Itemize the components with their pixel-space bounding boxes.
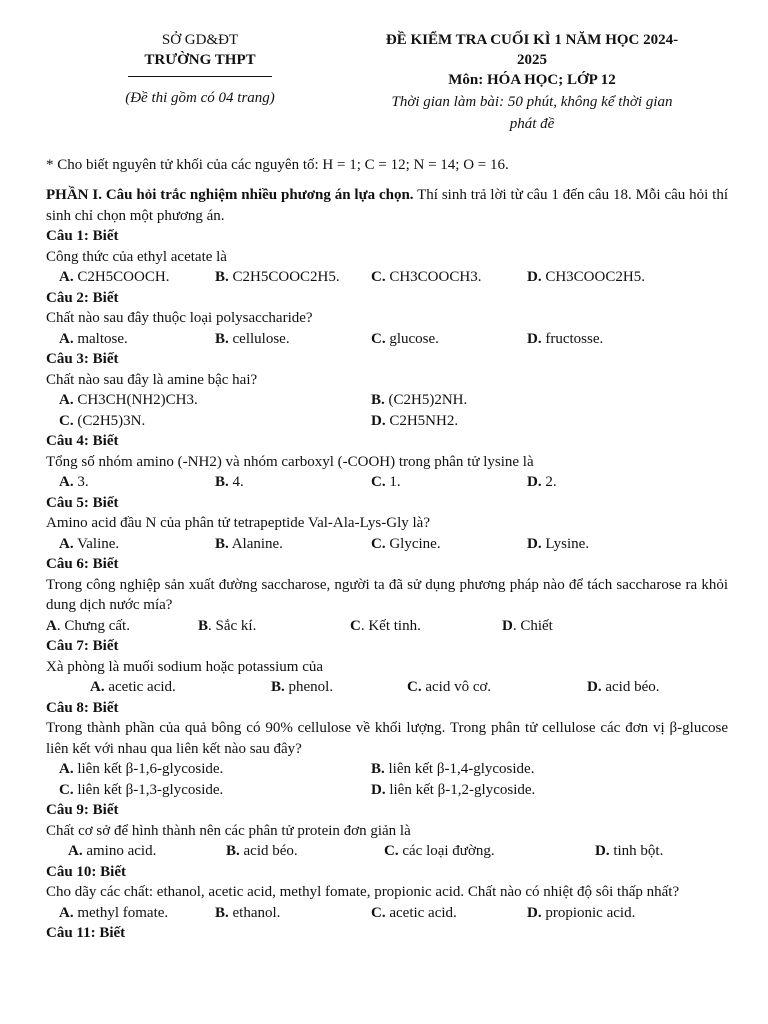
- question-2-option-a[interactable]: A. maltose.: [59, 330, 128, 347]
- question-10-stem: Cho dãy các chất: ethanol, acetic acid, methyl fomate, propionic acid. Chất nào có nhiệt độ sôi thấp nhất?: [46, 884, 680, 900]
- part-1-intro: [46, 185, 728, 226]
- question-9-option-b[interactable]: B. acid béo.: [226, 843, 298, 859]
- exam-subject: Môn: HÓA HỌC; LỚP 12: [448, 72, 616, 88]
- question-6-title: Câu 6: Biết: [46, 556, 119, 572]
- question-8-option-d[interactable]: D. liên kết β-1,2-glycoside.: [371, 781, 536, 798]
- question-4-option-c[interactable]: C. 1.: [371, 474, 401, 490]
- question-7-option-d[interactable]: D. acid béo.: [587, 679, 660, 695]
- question-3-option-a[interactable]: A. CH3CH(NH2)CH3.: [59, 392, 198, 408]
- question-3-option-c[interactable]: C. (C2H5)3N.: [59, 412, 146, 429]
- question-6-stem: Trong công nghiệp sản xuất đường saccharose, người ta đã sử dụng phương pháp nào để tách saccharose ra khỏi dung dịch nước mía?: [46, 576, 728, 613]
- question-1-title: Câu 1: Biết: [46, 228, 119, 244]
- atomic-mass-note: * Cho biết nguyên tử khối của các nguyên tố: H = 1; C = 12; N = 14; O = 16.: [46, 157, 509, 173]
- question-10-option-c[interactable]: C. acetic acid.: [371, 904, 457, 921]
- question-10-title: Câu 10: Biết: [46, 863, 126, 880]
- exam-header: [46, 0, 726, 150]
- question-1-option-b[interactable]: B. C2H5COOC2H5.: [215, 269, 340, 285]
- question-7-option-a[interactable]: A. acetic acid.: [90, 679, 176, 695]
- question-4-title: Câu 4: Biết: [46, 433, 119, 449]
- exam-title-line2: 2025: [517, 52, 547, 68]
- question-4-options: [46, 472, 728, 493]
- exam-body: [46, 185, 728, 944]
- question-5-options: [46, 534, 728, 555]
- question-2-title: Câu 2: Biết: [46, 289, 119, 306]
- question-8-option-a[interactable]: A. liên kết β-1,6-glycoside.: [59, 761, 224, 777]
- question-3-options-row1: [46, 390, 728, 411]
- question-7-stem: Xà phòng là muối sodium hoặc potassium của: [46, 658, 324, 675]
- question-8-options-row1: [46, 759, 728, 780]
- question-5-option-b[interactable]: B. Alanine.: [215, 535, 283, 552]
- question-6-option-d[interactable]: D. Chiết: [502, 617, 553, 634]
- exam-title-block: [346, 30, 718, 134]
- question-9-options: [46, 841, 728, 862]
- question-6-option-a[interactable]: A. Chưng cất.: [46, 617, 130, 634]
- question-1-option-c[interactable]: C. CH3COOCH3.: [371, 269, 482, 285]
- question-9-option-c[interactable]: C. các loại đường.: [384, 843, 495, 859]
- question-3-option-b[interactable]: B. (C2H5)2NH.: [371, 392, 468, 408]
- question-5-option-d[interactable]: D. Lysine.: [527, 535, 590, 552]
- question-7-title: Câu 7: Biết: [46, 638, 119, 654]
- question-8-option-c[interactable]: C. liên kết β-1,3-glycoside.: [59, 781, 224, 798]
- header-divider: [128, 76, 272, 77]
- question-9-option-d[interactable]: D. tinh bột.: [595, 843, 664, 859]
- exam-time-line1: Thời gian làm bài: 50 phút, không kể thời gian: [391, 94, 673, 110]
- question-4-option-b[interactable]: B. 4.: [215, 474, 244, 490]
- question-5-option-a[interactable]: A. Valine.: [59, 535, 120, 552]
- question-9-title: Câu 9: Biết: [46, 802, 119, 818]
- question-8-title: Câu 8: Biết: [46, 699, 119, 716]
- question-8-stem: Trong thành phần của quả bông có 90% cellulose về khối lượng. Trong phân tử cellulose các đơn vị β-glucose liên kết với nhau qua liên kết nào sau đây?: [46, 720, 728, 757]
- question-7-options: [46, 677, 728, 698]
- question-3-stem: Chất nào sau đây là amine bậc hai?: [46, 371, 258, 388]
- question-7-option-b[interactable]: B. phenol.: [271, 679, 334, 695]
- question-4-option-a[interactable]: A. 3.: [59, 474, 89, 490]
- question-10-option-b[interactable]: B. ethanol.: [215, 904, 281, 921]
- question-1-option-a[interactable]: A. C2H5COOCH.: [59, 269, 170, 285]
- question-9-option-a[interactable]: A. amino acid.: [68, 843, 157, 859]
- question-2-option-b[interactable]: B. cellulose.: [215, 330, 290, 347]
- question-3-option-d[interactable]: D. C2H5NH2.: [371, 412, 459, 429]
- question-2-option-d[interactable]: D. fructosse.: [527, 330, 604, 347]
- school-name: TRƯỜNG THPT: [144, 52, 256, 68]
- question-3-title: Câu 3: Biết: [46, 351, 119, 367]
- question-8-options-row2: [46, 780, 728, 801]
- question-5-title: Câu 5: Biết: [46, 494, 119, 511]
- question-8-option-b[interactable]: B. liên kết β-1,4-glycoside.: [371, 761, 535, 777]
- question-4-stem: Tổng số nhóm amino (-NH2) và nhóm carboxyl (-COOH) trong phân tử lysine là: [46, 453, 534, 470]
- exam-time-line2: phát đề: [509, 116, 555, 132]
- question-2-options: [46, 329, 728, 350]
- question-3-options-row2: [46, 411, 728, 432]
- question-6-option-c[interactable]: C. Kết tinh.: [350, 617, 421, 634]
- page-count-note: (Đề thi gồm có 04 trang): [125, 90, 275, 106]
- question-9-stem: Chất cơ sở để hình thành nên các phân tử protein đơn giản là: [46, 822, 411, 839]
- question-1-option-d[interactable]: D. CH3COOC2H5.: [527, 269, 645, 285]
- question-7-option-c[interactable]: C. acid vô cơ.: [407, 679, 492, 695]
- question-10-option-a[interactable]: A. methyl fomate.: [59, 904, 169, 921]
- part-1-instruction: Thí sinh trả lời từ câu 1 đến câu 18. Mỗi câu hỏi thí sinh chỉ chọn một phương án.: [46, 187, 728, 224]
- question-10-options: [46, 903, 728, 924]
- department-name: SỞ GD&ĐT: [161, 32, 239, 48]
- question-5-stem: Amino acid đầu N của phân tử tetrapeptide Val-Ala-Lys-Gly là?: [46, 515, 430, 531]
- school-block: [92, 30, 308, 108]
- question-1-stem: Công thức của ethyl acetate là: [46, 248, 227, 265]
- question-5-option-c[interactable]: C. Glycine.: [371, 535, 441, 552]
- question-2-option-c[interactable]: C. glucose.: [371, 330, 439, 347]
- question-6-option-b[interactable]: B. Sắc kí.: [198, 617, 257, 634]
- question-4-option-d[interactable]: D. 2.: [527, 474, 557, 490]
- part-1-heading: PHẦN I. Câu hỏi trắc nghiệm nhiều phương án lựa chọn.: [46, 187, 414, 203]
- question-6-options: [46, 616, 728, 637]
- exam-title-line1: ĐỀ KIỂM TRA CUỐI KÌ 1 NĂM HỌC 2024-: [385, 32, 679, 48]
- question-1-options: [46, 267, 728, 288]
- question-2-stem: Chất nào sau đây thuộc loại polysaccharide?: [46, 310, 313, 326]
- question-10-option-d[interactable]: D. propionic acid.: [527, 904, 636, 921]
- question-11-title: Câu 11: Biết: [46, 925, 126, 941]
